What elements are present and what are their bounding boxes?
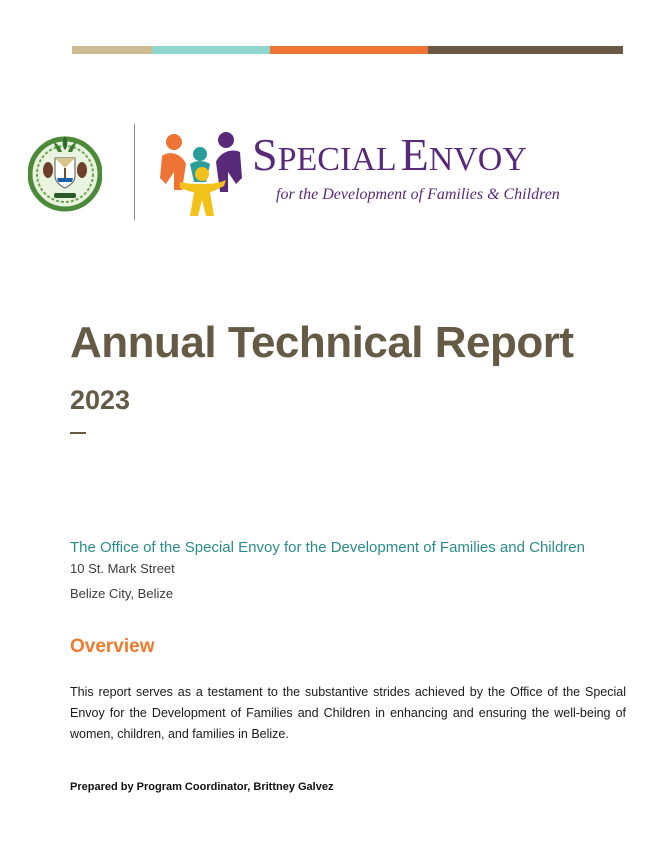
envoy-title-initial-2: E (400, 129, 429, 180)
overview-heading: Overview (70, 636, 155, 657)
address-line-2: Belize City, Belize (70, 586, 174, 601)
envoy-title-initial-1: S (252, 129, 278, 180)
overview-body: This report serves as a testament to the substantive strides achieved by the Office of the Special Envoy for the Development of Families and Children in enhancing and ensuring the well-being of women, children, and families in Belize. (70, 685, 626, 741)
logo-divider (134, 124, 135, 220)
color-bar-segment-orange (270, 46, 428, 54)
color-bar-segment-teal (152, 46, 270, 54)
belize-coat-of-arms-icon (28, 130, 102, 214)
year-divider (70, 432, 86, 434)
color-bar-segment-tan (72, 46, 152, 54)
envoy-subtitle: for the Development of Families & Children (276, 186, 560, 203)
office-name: The Office of the Special Envoy for the Development of Families and Children (70, 539, 585, 556)
prepared-by: Prepared by Program Coordinator, Brittney Galvez (70, 781, 334, 793)
header-color-bar (72, 46, 623, 54)
envoy-title-rest-1: PECIAL (277, 141, 397, 178)
color-bar-segment-brown (428, 46, 623, 54)
report-year: 2023 (70, 385, 131, 415)
logo-row (28, 124, 648, 224)
family-figures-icon (160, 130, 242, 216)
envoy-title (252, 129, 527, 180)
report-title: Annual Technical Report (70, 318, 574, 367)
envoy-title-rest-2: NVOY (428, 141, 527, 178)
address-line-1: 10 St. Mark Street (70, 561, 175, 576)
